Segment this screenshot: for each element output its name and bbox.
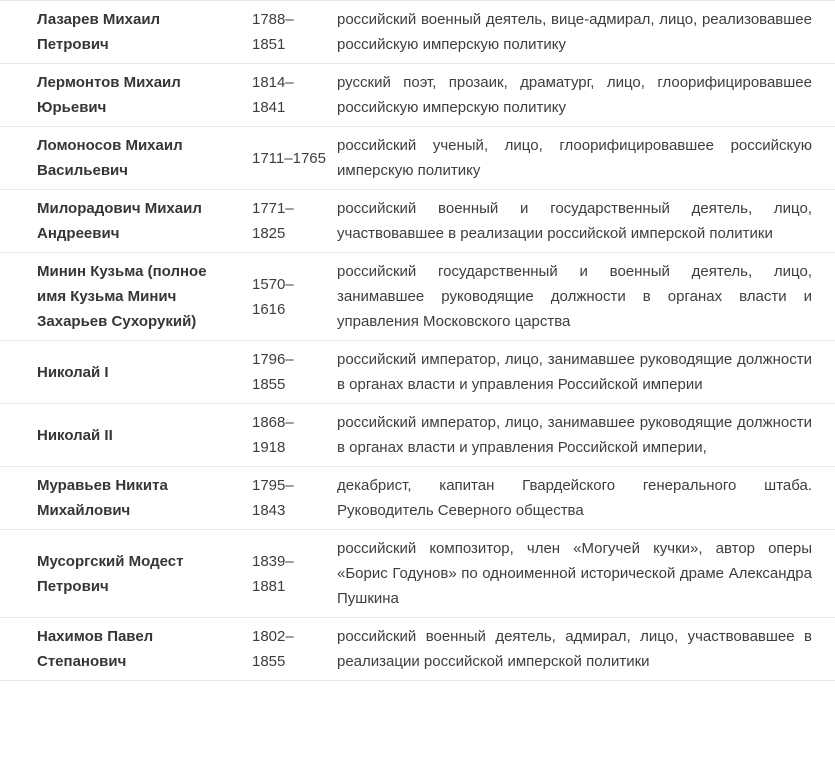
table-row bbox=[0, 127, 835, 190]
person-years bbox=[252, 190, 337, 253]
table-row bbox=[0, 190, 835, 253]
table-row bbox=[0, 1, 835, 64]
years-line: 1771– bbox=[252, 200, 294, 217]
years-line: 1788– bbox=[252, 11, 294, 28]
years-line: 1881 bbox=[252, 577, 286, 595]
person-years bbox=[252, 467, 337, 530]
person-years bbox=[252, 127, 337, 190]
person-description: декабрист, капитан Гвардейского генерального штаба. Руководитель Северного общества bbox=[337, 477, 812, 519]
table-row bbox=[0, 467, 835, 530]
person-name: Мусоргский Модест Петрович bbox=[37, 552, 184, 595]
years-line: 1814– bbox=[252, 74, 294, 91]
person-years bbox=[252, 618, 337, 681]
years-line: 1855 bbox=[252, 376, 286, 393]
table-row bbox=[0, 404, 835, 467]
person-name: Минин Кузьма (полное имя Кузьма Минич Захарьев Сухорукий) bbox=[37, 263, 207, 330]
years-line: 1795– bbox=[252, 477, 294, 494]
years-line: 1802– bbox=[252, 628, 294, 645]
table-row bbox=[0, 530, 835, 618]
person-years bbox=[252, 530, 337, 618]
years-line: 1839– bbox=[252, 552, 294, 570]
person-description: российский военный и государственный деятель, лицо, участвовавшее в реализации российской имперской политики bbox=[337, 200, 812, 242]
years-line: 1711–1765 bbox=[252, 149, 326, 167]
years-line: 1843 bbox=[252, 502, 286, 519]
person-name: Николай II bbox=[37, 426, 113, 444]
years-line: 1868– bbox=[252, 414, 294, 431]
years-line: 1616 bbox=[252, 300, 286, 318]
person-name: Милорадович Михаил Андреевич bbox=[37, 200, 202, 242]
years-line: 1841 bbox=[252, 99, 286, 116]
people-table-body bbox=[0, 1, 835, 681]
person-name: Нахимов Павел Степанович bbox=[37, 628, 154, 670]
person-description: российский государственный и военный деятель, лицо, занимавшее руководящие должности в органах власти и управления Московского царства bbox=[337, 263, 812, 330]
person-name: Муравьев Никита Михайлович bbox=[37, 477, 168, 519]
person-years bbox=[252, 341, 337, 404]
years-line: 1570– bbox=[252, 275, 294, 293]
table-row bbox=[0, 64, 835, 127]
table-row bbox=[0, 618, 835, 681]
person-years bbox=[252, 404, 337, 467]
years-line: 1855 bbox=[252, 653, 286, 670]
person-description: российский военный деятель, вице-адмирал, лицо, реализовавшее российскую имперскую политику bbox=[337, 11, 812, 53]
person-years bbox=[252, 253, 337, 341]
person-description: российский император, лицо, занимавшее руководящие должности в органах власти и управления Российской империи bbox=[337, 351, 812, 393]
years-line: 1851 bbox=[252, 36, 286, 53]
person-description: российский император, лицо, занимавшее руководящие должности в органах власти и управления Российской империи, bbox=[337, 414, 812, 456]
table-row bbox=[0, 341, 835, 404]
person-years bbox=[252, 1, 337, 64]
person-name: Лазарев Михаил Петрович bbox=[37, 11, 161, 53]
years-line: 1825 bbox=[252, 225, 286, 242]
person-description: российский военный деятель, адмирал, лицо, участвовавшее в реализации российской имперской политики bbox=[337, 628, 812, 670]
person-name: Лермонтов Михаил Юрьевич bbox=[37, 74, 181, 116]
years-line: 1918 bbox=[252, 439, 286, 456]
person-years bbox=[252, 64, 337, 127]
person-description: русский поэт, прозаик, драматург, лицо, глоорифицировавшее российскую имперскую политику bbox=[337, 74, 812, 116]
table-row bbox=[0, 253, 835, 341]
person-name: Николай I bbox=[37, 363, 109, 381]
person-description: российский композитор, член «Могучей кучки», автор оперы «Борис Годунов» по одноименной исторической драме Александра Пушкина bbox=[337, 540, 812, 607]
person-name: Ломоносов Михаил Васильевич bbox=[37, 137, 183, 179]
person-description: российский ученый, лицо, глоорифицировавшее российскую имперскую политику bbox=[337, 137, 812, 179]
years-line: 1796– bbox=[252, 351, 294, 368]
